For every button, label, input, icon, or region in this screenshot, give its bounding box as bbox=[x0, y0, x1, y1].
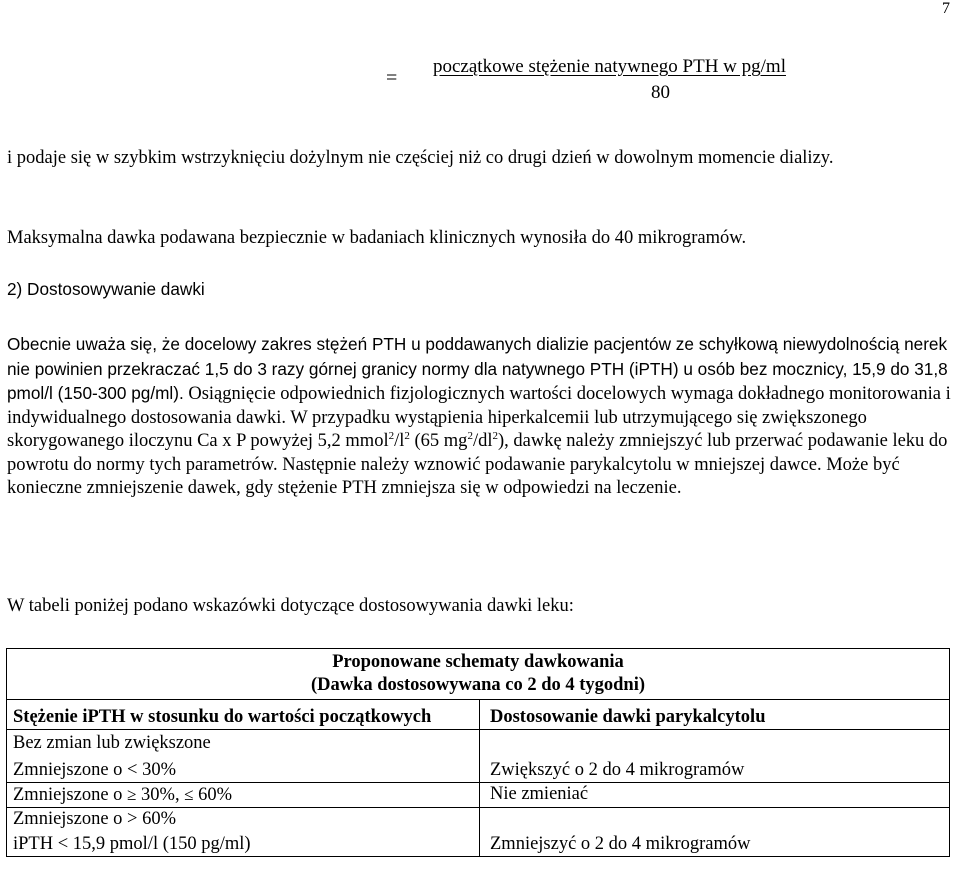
dosing-table bbox=[6, 648, 950, 857]
condition-line: Bez zmian lub zwiększone bbox=[13, 733, 211, 753]
paragraph-max-dose: Maksymalna dawka podawana bezpiecznie w badaniach klinicznych wynosiła do 40 mikrogramów. bbox=[7, 228, 747, 248]
greater-or-equal-symbol: ≥ bbox=[127, 785, 137, 804]
table-row bbox=[7, 808, 950, 857]
adjustment-text: ), dawkę należy zmniejszyć lub przerwać podawanie leku do powrotu do normy tych parametrów. Następnie należy wznowić podawanie parykalcytolu w mniejszej dawce. Może być konieczne zmniejszenie dawek, gdy stężenie PTH zmniejsza się w odpowiedzi na leczenie. bbox=[7, 431, 948, 498]
formula-numerator: początkowe stężenie natywnego PTH w pg/ml bbox=[433, 56, 786, 77]
formula-equals-sign: = bbox=[386, 67, 398, 89]
condition-text: Zmniejszone o bbox=[13, 785, 128, 805]
table-cell-action: Zmniejszyć o 2 do 4 mikrogramów bbox=[480, 808, 950, 857]
monitoring-text: Osiągnięcie odpowiednich fizjologicznych wartości docelowych wymaga dokładnego monitorowania i indywidualnego dostosowania dawki. W przypadku wystąpienia hiperkalcemii lub utrzymującego się zwiększonego skorygowanego iloczynu Ca x P powyżej 5,2 mmol bbox=[7, 384, 951, 451]
table-title-row bbox=[7, 649, 950, 700]
superscript: 2 bbox=[467, 430, 473, 442]
less-or-equal-symbol: ≤ bbox=[184, 785, 194, 804]
column-header-ipth: Stężenie iPTH w stosunku do wartości początkowych bbox=[7, 700, 480, 730]
superscript: 2 bbox=[404, 430, 410, 442]
table-row bbox=[7, 783, 950, 808]
page-number: 7 bbox=[942, 0, 950, 17]
condition-text: 60% bbox=[193, 785, 233, 805]
table-header-row bbox=[7, 700, 950, 730]
table-cell-action: Nie zmieniać bbox=[480, 783, 950, 808]
condition-line: Zmniejszone o < 30% bbox=[13, 760, 177, 780]
paragraph-table-intro: W tabeli poniżej podano wskazówki dotyczące dostosowywania dawki leku: bbox=[7, 596, 574, 616]
unit-text: /l bbox=[394, 431, 405, 451]
condition-line: Zmniejszone o > 60% bbox=[13, 809, 177, 829]
unit-text: (65 mg bbox=[409, 431, 468, 451]
table-title-line: Proponowane schematy dawkowania bbox=[332, 652, 624, 672]
table-cell-condition bbox=[7, 783, 480, 808]
table-row bbox=[7, 730, 950, 783]
table-title bbox=[7, 649, 950, 700]
formula-denominator: 80 bbox=[651, 82, 670, 103]
superscript: 2 bbox=[492, 430, 498, 442]
column-header-dose-adjustment: Dostosowanie dawki parykalcytolu bbox=[480, 700, 950, 730]
paragraph-target-range bbox=[7, 333, 951, 501]
paragraph-administration: i podaje się w szybkim wstrzyknięciu dożylnym nie częściej niż co drugi dzień w dowolnym momencie dializy. bbox=[7, 148, 834, 168]
table-cell-condition bbox=[7, 808, 480, 857]
condition-text: 30%, bbox=[136, 785, 185, 805]
table-subtitle-line: (Dawka dostosowywana co 2 do 4 tygodni) bbox=[310, 675, 646, 695]
target-range-text: Obecnie uważa się, że docelowy zakres stężeń PTH u poddawanych dializie pacjentów ze schyłkową niewydolnością nerek nie powinien przekraczać 1,5 do 3 razy górnej granicy normy dla natywnego PTH (iPTH) u osób bez mocznicy, 15,9 do 31,8 pmol/l (150-300 pg/ml). bbox=[7, 334, 948, 403]
table-cell-condition bbox=[7, 730, 480, 783]
condition-line: iPTH < 15,9 pmol/l (150 pg/ml) bbox=[13, 834, 251, 854]
superscript: 2 bbox=[388, 430, 395, 442]
unit-text: /dl bbox=[472, 431, 493, 451]
table-cell-action: Zwiększyć o 2 do 4 mikrogramów bbox=[480, 730, 950, 783]
section-heading-dose-adjustment: 2) Dostosowywanie dawki bbox=[7, 279, 205, 299]
